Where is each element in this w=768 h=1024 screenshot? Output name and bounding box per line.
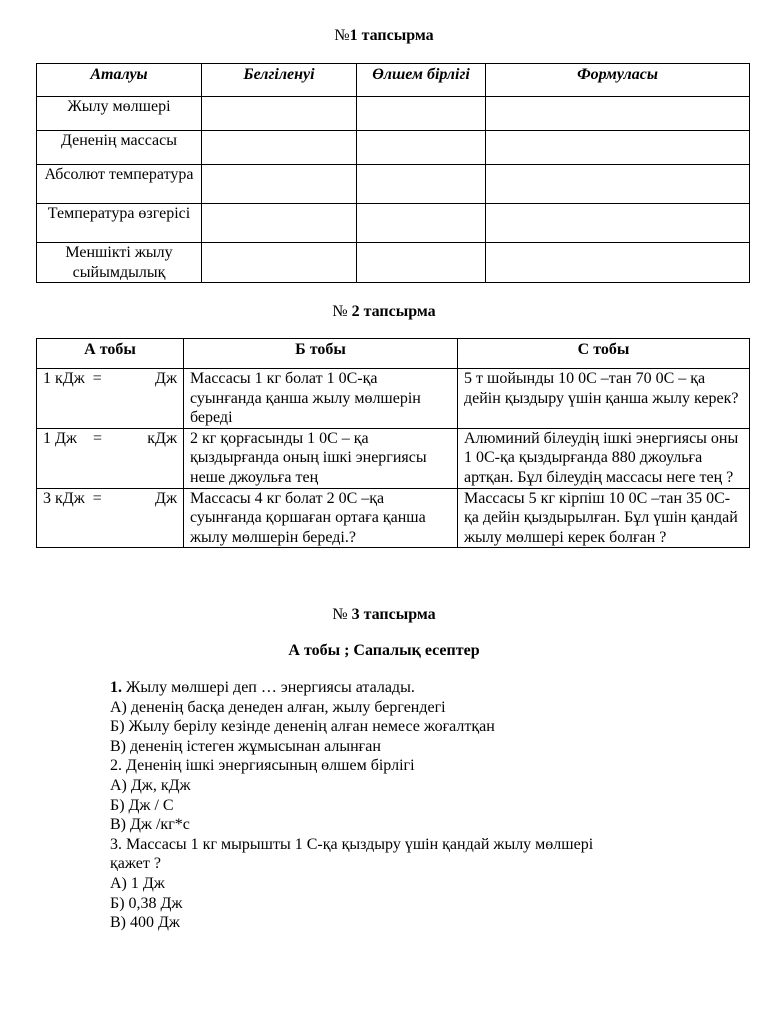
- question-1: [110, 678, 710, 698]
- question-3-continued: қажет ?: [110, 855, 161, 873]
- task1-header-unit: Өлшем бірлігі: [357, 64, 486, 97]
- task2-problem-c: 5 т шойынды 10 0С –тан 70 0С – қа дейін қыздыру үшін қанша жылу керек?: [458, 369, 750, 429]
- task1-row-name: Дененің массасы: [37, 131, 202, 165]
- task2-title-num: №: [332, 303, 352, 320]
- question-2: 2. Дененің ішкі энергиясының өлшем бірлігі: [110, 757, 415, 775]
- task3-questions: [110, 678, 710, 933]
- task1-row-name: Жылу мөлшері: [37, 97, 202, 131]
- task2-problem-c: Массасы 5 кг кірпіш 10 0С –тан 35 0С-қа дейін қыздырылған. Бұл үшін қандай жылу мөлшері керек болған ?: [458, 488, 750, 548]
- conversion-left: 3 кДж =: [43, 489, 102, 507]
- task1-cell-empty[interactable]: [202, 131, 357, 165]
- table-row: [37, 243, 750, 283]
- task1-cell-empty[interactable]: [202, 97, 357, 131]
- task1-cell-empty[interactable]: [357, 97, 486, 131]
- task2-header-group-b: Б тобы: [184, 339, 458, 369]
- table-row: [37, 165, 750, 204]
- task1-cell-empty[interactable]: [486, 243, 750, 283]
- table-row: [37, 369, 750, 429]
- task3-subtitle: А тобы ; Сапалық есептер: [288, 642, 480, 659]
- task1-header-formula: Формуласы: [486, 64, 750, 97]
- task2-conversion-cell[interactable]: [37, 369, 184, 429]
- task2-table: [36, 338, 750, 548]
- task1-row-name: Температура өзгерісі: [37, 204, 202, 243]
- task1-cell-empty[interactable]: [486, 131, 750, 165]
- table-row: [37, 97, 750, 131]
- table-row: [37, 488, 750, 548]
- table-row: [37, 204, 750, 243]
- list-item[interactable]: А) Дж, кДж: [110, 776, 191, 794]
- question-1-number: 1.: [110, 679, 122, 696]
- task1-header-row: [37, 64, 750, 97]
- task1-cell-empty[interactable]: [357, 204, 486, 243]
- task1-cell-empty[interactable]: [357, 165, 486, 204]
- table-row: [37, 428, 750, 488]
- task1-cell-empty[interactable]: [486, 97, 750, 131]
- list-item[interactable]: Б) Дж / С: [110, 796, 174, 814]
- task3-title-num: №: [332, 606, 352, 623]
- task2-header-group-a: А тобы: [37, 339, 184, 369]
- task2-header-row: [37, 339, 750, 369]
- list-item[interactable]: Б) 0,38 Дж: [110, 894, 183, 912]
- task3-title-text: 3 тапсырма: [351, 606, 436, 623]
- task2-conversion-cell[interactable]: [37, 428, 184, 488]
- table-row: [37, 131, 750, 165]
- task1-row-name: Меншікті жылу сыйымдылық: [37, 243, 202, 283]
- task1-cell-empty[interactable]: [357, 131, 486, 165]
- conversion-left: 1 Дж =: [43, 429, 102, 447]
- task2-problem-b: 2 кг қорғасынды 1 0С – қа қыздырғанда оның ішкі энергиясы неше джоульға тең: [184, 428, 458, 488]
- task1-title-num: №: [334, 27, 350, 44]
- task1-table: [36, 63, 750, 283]
- task1-title: [0, 26, 768, 46]
- task2-title: [0, 302, 768, 322]
- task2-problem-c: Алюминий білеудің ішкі энергиясы оны 1 0С-қа қыздырғанда 880 джоульға артқан. Бұл білеудің массасы неге тең ?: [458, 428, 750, 488]
- conversion-unit: кДж: [147, 429, 177, 447]
- conversion-unit: Дж: [155, 489, 177, 507]
- task1-row-name: Абсолют температура: [37, 165, 202, 204]
- task1-title-text: 1 тапсырма: [349, 27, 434, 44]
- task1-cell-empty[interactable]: [486, 165, 750, 204]
- task2-conversion-cell[interactable]: [37, 488, 184, 548]
- conversion-left: 1 кДж =: [43, 370, 102, 387]
- task1-cell-empty[interactable]: [486, 204, 750, 243]
- task1-cell-empty[interactable]: [202, 204, 357, 243]
- list-item[interactable]: В) Дж /кг*с: [110, 816, 190, 834]
- task1-header-symbol: Белгіленуі: [202, 64, 357, 97]
- task2-problem-b: Массасы 4 кг болат 2 0С –қа суынғанда қоршаған ортаға қанша жылу мөлшерін береді.?: [184, 488, 458, 548]
- list-item[interactable]: В) 400 Дж: [110, 914, 180, 932]
- task3-title: [0, 605, 768, 625]
- list-item[interactable]: В) дененің істеген жұмысынан алынған: [110, 737, 381, 755]
- task2-problem-b: Массасы 1 кг болат 1 0С-қа суынғанда қанша жылу мөлшерін береді: [184, 369, 458, 429]
- question-3: 3. Массасы 1 кг мырышты 1 С-қа қыздыру үшін қандай жылу мөлшері: [110, 835, 594, 853]
- list-item[interactable]: Б) Жылу берілу кезінде дененің алған немесе жоғалтқан: [110, 718, 495, 736]
- list-item[interactable]: А) дененің басқа денеден алған, жылу бергендегі: [110, 698, 446, 716]
- conversion-unit: Дж: [155, 370, 177, 387]
- task2-header-group-c: С тобы: [458, 339, 750, 369]
- list-item[interactable]: А) 1 Дж: [110, 874, 165, 892]
- task1-header-name: Аталуы: [37, 64, 202, 97]
- question-1-text: Жылу мөлшері деп … энергиясы аталады.: [122, 679, 415, 696]
- task2-title-text: 2 тапсырма: [351, 303, 436, 320]
- task1-cell-empty[interactable]: [202, 165, 357, 204]
- task1-cell-empty[interactable]: [357, 243, 486, 283]
- task1-cell-empty[interactable]: [202, 243, 357, 283]
